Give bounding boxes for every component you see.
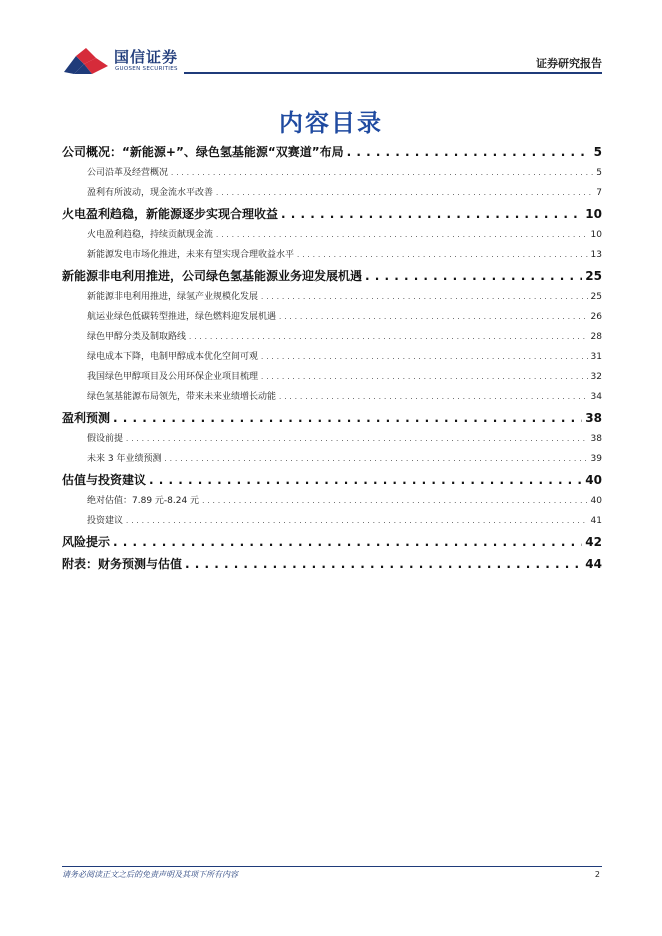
toc-entry-page: 31 <box>590 352 602 362</box>
toc-entry-page: 7 <box>596 188 602 198</box>
toc-section-entry[interactable] <box>62 140 602 162</box>
toc-entry-page: 32 <box>590 372 602 382</box>
toc-section-entry[interactable] <box>62 552 602 574</box>
toc-entry-page: 10 <box>585 207 602 221</box>
toc-section-entry[interactable] <box>62 468 602 490</box>
toc-section-entry[interactable] <box>62 264 602 286</box>
toc-entry-label: 绝对估值：7.89 元-8.24 元 <box>87 496 200 506</box>
toc-dot-leader <box>202 497 587 505</box>
toc-dot-leader <box>189 333 588 341</box>
toc-entry-label: 绿色甲醇分类及制取路线 <box>87 332 187 342</box>
toc-subsection-entry[interactable] <box>62 490 602 510</box>
guosen-logo-icon <box>62 46 110 76</box>
toc-entry-label: 未来 3 年业绩预测 <box>87 454 162 464</box>
toc-subsection-entry[interactable] <box>62 366 602 386</box>
toc-subsection-entry[interactable] <box>62 386 602 406</box>
toc-entry-page: 42 <box>585 535 602 549</box>
toc-entry-label: 附表：财务预测与估值 <box>62 557 183 571</box>
logo-english-name: GUOSEN SECURITIES <box>115 66 178 72</box>
toc-entry-page: 44 <box>585 557 602 571</box>
toc-dot-leader <box>297 251 588 259</box>
toc-entry-page: 10 <box>590 230 602 240</box>
toc-entry-page: 26 <box>590 312 602 322</box>
toc-entry-label: 风险提示 <box>62 535 111 549</box>
toc-dot-leader <box>171 169 593 177</box>
toc-dot-leader <box>164 455 587 463</box>
toc-entry-label: 火电盈利趋稳，持续贡献现金流 <box>87 230 214 240</box>
toc-entry-page: 13 <box>590 250 602 260</box>
toc-subsection-entry[interactable] <box>62 510 602 530</box>
toc-entry-label: 假设前提 <box>87 434 124 444</box>
toc-dot-leader <box>261 293 588 301</box>
toc-dot-leader <box>281 207 582 221</box>
footer-divider <box>62 866 602 867</box>
toc-entry-label: 我国绿色甲醇项目及公用环保企业项目梳理 <box>87 372 259 382</box>
toc-entry-page: 25 <box>590 292 602 302</box>
toc-dot-leader <box>185 557 582 571</box>
toc-subsection-entry[interactable] <box>62 224 602 244</box>
toc-entry-label: 投资建议 <box>87 516 124 526</box>
toc-dot-leader <box>113 411 582 425</box>
report-type-label: 证券研究报告 <box>536 57 602 70</box>
toc-entry-label: 火电盈利趋稳，新能源逐步实现合理收益 <box>62 207 279 221</box>
toc-entry-page: 5 <box>596 168 602 178</box>
toc-entry-page: 40 <box>585 473 602 487</box>
toc-entry-label: 新能源非电利用推进，公司绿色氢基能源业务迎发展机遇 <box>62 269 363 283</box>
toc-entry-page: 39 <box>590 454 602 464</box>
toc-entry-page: 38 <box>590 434 602 444</box>
toc-entry-label: 公司沿革及经营概况 <box>87 168 169 178</box>
toc-entry-label: 绿色氢基能源布局领先，带来未来业绩增长动能 <box>87 392 277 402</box>
toc-subsection-entry[interactable] <box>62 428 602 448</box>
toc-entry-page: 28 <box>590 332 602 342</box>
footer-page-number: 2 <box>594 870 600 879</box>
toc-entry-page: 34 <box>590 392 602 402</box>
table-of-contents <box>62 140 602 574</box>
footer-disclaimer: 请务必阅读正文之后的免责声明及其项下所有内容 <box>62 870 238 879</box>
toc-dot-leader <box>126 435 588 443</box>
page-header <box>62 44 602 78</box>
toc-subsection-entry[interactable] <box>62 306 602 326</box>
toc-dot-leader <box>126 517 588 525</box>
toc-dot-leader <box>216 189 593 197</box>
toc-entry-page: 40 <box>590 496 602 506</box>
toc-subsection-entry[interactable] <box>62 162 602 182</box>
toc-entry-label: 绿电成本下降，电制甲醇成本优化空间可观 <box>87 352 259 362</box>
toc-subsection-entry[interactable] <box>62 326 602 346</box>
toc-section-entry[interactable] <box>62 202 602 224</box>
toc-entry-label: 盈利有所波动，现金流水平改善 <box>87 188 214 198</box>
toc-dot-leader <box>216 231 588 239</box>
toc-entry-page: 41 <box>590 516 602 526</box>
toc-dot-leader <box>279 393 588 401</box>
toc-entry-page: 38 <box>585 411 602 425</box>
toc-entry-label: 新能源发电市场化推进，未来有望实现合理收益水平 <box>87 250 295 260</box>
toc-dot-leader <box>279 313 588 321</box>
toc-dot-leader <box>365 269 582 283</box>
toc-subsection-entry[interactable] <box>62 448 602 468</box>
toc-dot-leader <box>113 535 582 549</box>
header-divider <box>184 72 602 74</box>
toc-dot-leader <box>149 473 582 487</box>
toc-subsection-entry[interactable] <box>62 346 602 366</box>
toc-entry-label: 盈利预测 <box>62 411 111 425</box>
toc-entry-page: 25 <box>585 269 602 283</box>
toc-dot-leader <box>261 373 588 381</box>
toc-subsection-entry[interactable] <box>62 244 602 264</box>
toc-subsection-entry[interactable] <box>62 182 602 202</box>
toc-title: 内容目录 <box>279 109 383 137</box>
toc-entry-label: 航运业绿色低碳转型推进，绿色燃料迎发展机遇 <box>87 312 277 322</box>
toc-entry-label: 估值与投资建议 <box>62 473 147 487</box>
toc-section-entry[interactable] <box>62 406 602 428</box>
logo-chinese-name: 国信证券 <box>114 48 179 66</box>
toc-section-entry[interactable] <box>62 530 602 552</box>
toc-entry-label: 公司概况：“新能源+”、绿色氢基能源“双赛道”布局 <box>62 145 344 159</box>
toc-entry-page: 5 <box>593 145 602 159</box>
company-logo <box>62 44 192 78</box>
toc-entry-label: 新能源非电利用推进，绿氢产业规模化发展 <box>87 292 259 302</box>
toc-dot-leader <box>347 145 591 159</box>
toc-subsection-entry[interactable] <box>62 286 602 306</box>
toc-dot-leader <box>261 353 588 361</box>
